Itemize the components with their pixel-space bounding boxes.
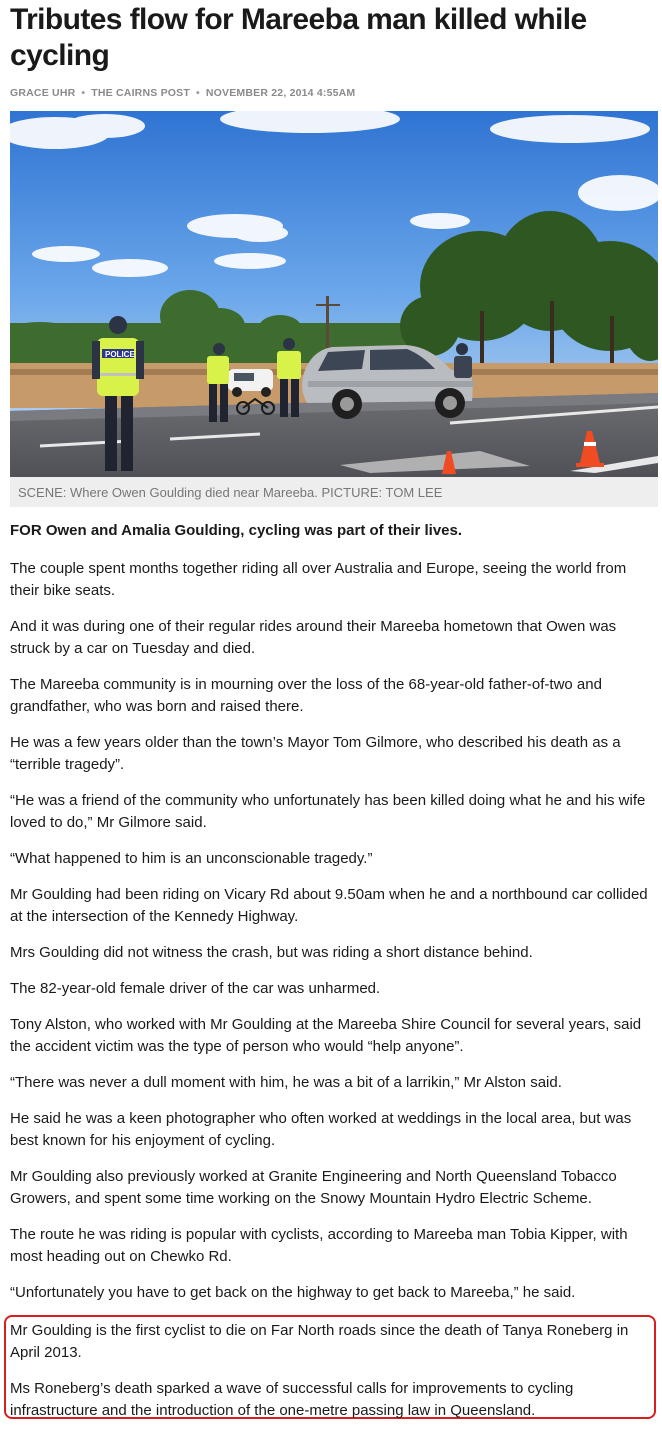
article-headline: Tributes flow for Mareeba man killed while cycling <box>10 3 587 72</box>
article-paragraph: “He was a friend of the community who unfortunately has been killed doing what he and his wife loved to do,” Mr Gilmore said. <box>10 792 646 831</box>
highlighted-paragraph: Mr Goulding is the first cyclist to die on Far North roads since the death of Tanya Roneberg in April 2013. <box>10 1322 629 1361</box>
byline-separator: • <box>195 87 200 99</box>
byline <box>10 87 650 99</box>
scene-photo[interactable] <box>10 111 658 477</box>
article-paragraph: The Mareeba community is in mourning over the loss of the 68-year-old father-of-two and grandfather, who was born and raised there. <box>10 676 602 715</box>
byline-separator: • <box>81 87 86 99</box>
police-vest-text: POLICE <box>105 350 135 359</box>
publication-name[interactable]: THE CAIRNS POST <box>91 87 190 99</box>
article-paragraph: He said he was a keen photographer who often worked at weddings in the local area, but was best known for his enjoyment of cycling. <box>10 1110 632 1149</box>
article-paragraph: “Unfortunately you have to get back on the highway to get back to Mareeba,” he said. <box>10 1284 576 1301</box>
publish-date: NOVEMBER 22, 2014 4:55AM <box>205 87 356 99</box>
article-paragraph: “There was never a dull moment with him, he was a bit of a larrikin,” Mr Alston said. <box>10 1074 562 1091</box>
article-paragraph: Mrs Goulding did not witness the crash, but was riding a short distance behind. <box>10 944 533 961</box>
article-paragraph: Mr Goulding also previously worked at Granite Engineering and North Queensland Tobacco Growers, and spent some time working on the Snowy Mountain Hydro Electric Scheme. <box>10 1168 617 1207</box>
photo-caption: SCENE: Where Owen Goulding died near Mareeba. PICTURE: TOM LEE <box>18 485 443 500</box>
article-body <box>10 520 655 1318</box>
article-paragraph: Mr Goulding had been riding on Vicary Rd about 9.50am when he and a northbound car collided at the intersection of the Kennedy Highway. <box>10 886 648 925</box>
highlighted-paragraph: Ms Roneberg’s death sparked a wave of successful calls for improvements to cycling infrastructure and the introduction of the one-metre passing law in Queensland. <box>10 1380 574 1419</box>
author-link[interactable]: GRACE UHR <box>10 87 76 99</box>
article-paragraph: He was a few years older than the town’s Mayor Tom Gilmore, who described his death as a “terrible tragedy”. <box>10 734 621 773</box>
article-paragraph: The route he was riding is popular with cyclists, according to Mareeba man Tobia Kipper, with most heading out on Chewko Rd. <box>10 1226 628 1265</box>
article-paragraph: “What happened to him is an unconscionable tragedy.” <box>10 850 373 867</box>
article-figure <box>10 111 658 507</box>
article-paragraph: Tony Alston, who worked with Mr Goulding at the Mareeba Shire Council for several years, said the accident victim was the type of person who would “help anyone”. <box>10 1016 642 1055</box>
highlighted-paragraphs <box>10 1320 655 1436</box>
article-lede: FOR Owen and Amalia Goulding, cycling was part of their lives. <box>10 522 463 539</box>
article-paragraph: And it was during one of their regular rides around their Mareeba hometown that Owen was struck by a car on Tuesday and died. <box>10 618 617 657</box>
article-paragraph: The couple spent months together riding all over Australia and Europe, seeing the world from their bike seats. <box>10 560 627 599</box>
article-paragraph: The 82-year-old female driver of the car was unharmed. <box>10 980 381 997</box>
